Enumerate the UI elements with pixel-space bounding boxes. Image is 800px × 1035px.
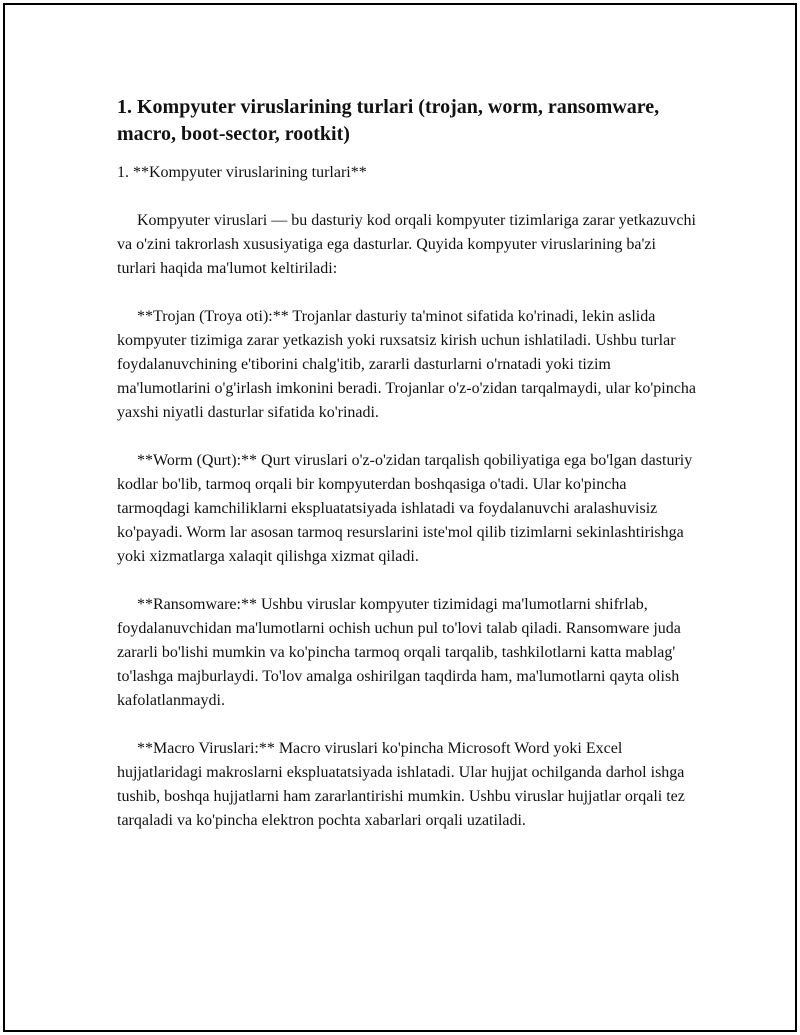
document-title: 1. Kompyuter viruslarining turlari (trojan, worm, ransomware, macro, boot-sector, rootkit) — [117, 96, 660, 145]
document-body — [117, 94, 697, 833]
ransomware-paragraph: **Ransomware:** Ushbu viruslar kompyuter tizimidagi ma'lumotlarni shifrlab, foydalanuvchidan ma'lumotlarni ochish uchun pul to'lovi talab qiladi. Ransomware juda zararli bo'lishi mumkin va ko'pincha tarmoq orqali tarqalib, tashkilotlarni katta mablag' to'lashga majburlaydi. To'lov amalga oshirilgan taqdirda ham, ma'lumotlarni qayta olish kafolatlanmaydi. — [117, 596, 681, 709]
trojan-paragraph: **Trojan (Troya oti):** Trojanlar dasturiy ta'minot sifatida ko'rinadi, lekin aslida kompyuter tizimiga zarar yetkazish yoki ruxsatsiz kirish uchun ishlatiladi. Ushbu turlar foydalanuvchining e'tiborini chalg'itib, zararli dasturlarni o'rnatadi yoki tizim ma'lumotlarini o'g'irlash imkonini beradi. Trojanlar o'z-o'zidan tarqalmaydi, ular ko'pincha yaxshi niyatli dasturlar sifatida ko'rinadi. — [117, 308, 696, 421]
worm-paragraph: **Worm (Qurt):** Qurt viruslari o'z-o'zidan tarqalish qobiliyatiga ega bo'lgan dasturiy kodlar bo'lib, tarmoq orqali bir kompyuterdan boshqasiga o'tadi. Ular ko'pincha tarmoqdagi kamchiliklarni ekspluatatsiyada ishlatadi va foydalanuvchi aralashuvisiz ko'payadi. Worm lar asosan tarmoq resurslarini iste'mol qilib tizimlarni sekinlashtirishga yoki xizmatlarga xalaqit qilishga xizmat qiladi. — [117, 452, 693, 565]
section-subheading: 1. **Kompyuter viruslarining turlari** — [117, 164, 367, 181]
macro-paragraph: **Macro Viruslari:** Macro viruslari ko'pincha Microsoft Word yoki Excel hujjatlaridagi makroslarni ekspluatatsiyada ishlatadi. Ular hujjat ochilganda darhol ishga tushib, boshqa hujjatlarni ham zararlantirishi mumkin. Ushbu viruslar hujjatlar orqali tez tarqaladi va ko'pincha elektron pochta xabarlari orqali uzatiladi. — [117, 740, 685, 829]
intro-paragraph: Kompyuter viruslari — bu dasturiy kod orqali kompyuter tizimlariga zarar yetkazuvchi va o'zini takrorlash xususiyatiga ega dasturlar. Quyida kompyuter viruslarining ba'zi turlari haqida ma'lumot keltiriladi: — [117, 212, 696, 277]
